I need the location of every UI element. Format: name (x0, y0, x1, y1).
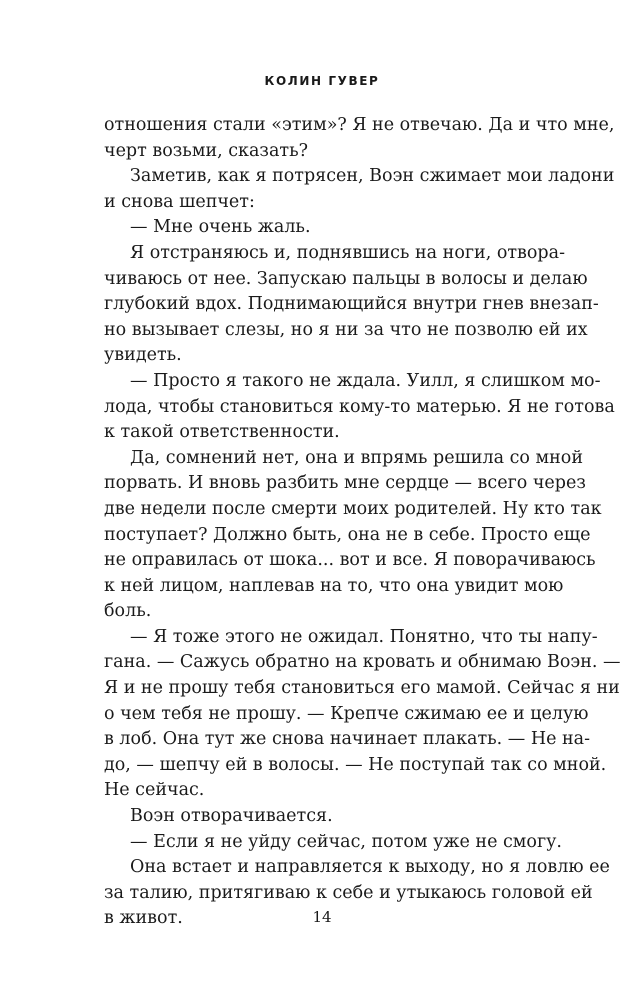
text-line: Заметив, как я потрясен, Воэн сжимает мои ладони (130, 166, 615, 187)
text-line: до, — шепчу ей в волосы. — Не поступай так со мной. (104, 754, 607, 775)
text-line: чиваюсь от нее. Запускаю пальцы в волосы и делаю (104, 268, 588, 289)
text-line: в лоб. Она тут же снова начинает плакать. — Не на- (104, 729, 591, 750)
text-line: к ней лицом, наплевав на то, что она увидит мою (104, 575, 564, 596)
text-line: Воэн отворачивается. (130, 806, 333, 827)
page-number: 14 (312, 908, 332, 926)
text-line: в живот. (104, 908, 183, 929)
text-line: Я отстраняюсь и, поднявшись на ноги, отвора- (130, 242, 565, 263)
text-line: к такой ответственности. (104, 422, 340, 443)
text-line: — Просто я такого не ждала. Уилл, я слишком мо- (130, 370, 601, 391)
body-text (104, 113, 621, 932)
text-line: — Я тоже этого не ожидал. Понятно, что ты напу- (130, 626, 598, 647)
text-line: боль. (104, 601, 152, 622)
text-line: увидеть. (104, 345, 182, 366)
text-line: глубокий вдох. Поднимающийся внутри гнев внезап- (104, 294, 599, 315)
text-line: о чем тебя не прошу. — Крепче сжимаю ее и целую (104, 703, 589, 724)
text-line: Я и не прошу тебя становиться его мамой. Сейчас я ни (104, 678, 620, 699)
text-line: две недели после смерти моих родителей. Ну кто так (104, 498, 602, 519)
running-head: КОЛИН ГУВЕР (264, 74, 380, 88)
text-line: но вызывает слезы, но я ни за что не позволю ей их (104, 319, 588, 340)
text-line: Да, сомнений нет, она и впрямь решила со мной (130, 447, 584, 468)
text-line: порвать. И вновь разбить мне сердце — всего через (104, 473, 586, 494)
text-line: черт возьми, сказать? (104, 140, 308, 161)
text-line: отношения стали «этим»? Я не отвечаю. Да и что мне, (104, 115, 615, 135)
text-line: — Мне очень жаль. (130, 217, 311, 238)
text-line: лода, чтобы становиться кому-то матерью. Я не готова (104, 396, 615, 417)
text-line: Она встает и направляется к выходу, но я ловлю ее (130, 857, 610, 878)
text-line: поступает? Должно быть, она не в себе. Просто еще (104, 524, 591, 545)
text-line: и снова шепчет: (104, 191, 255, 212)
text-line: гана. — Сажусь обратно на кровать и обнимаю Воэн. — (104, 652, 621, 673)
text-line: Не сейчас. (104, 780, 205, 801)
text-line: — Если я не уйду сейчас, потом уже не смогу. (130, 831, 562, 852)
text-line: не оправилась от шока... вот и все. Я поворачиваюсь (104, 550, 596, 571)
text-line: за талию, притягиваю к себе и утыкаюсь головой ей (104, 882, 593, 903)
